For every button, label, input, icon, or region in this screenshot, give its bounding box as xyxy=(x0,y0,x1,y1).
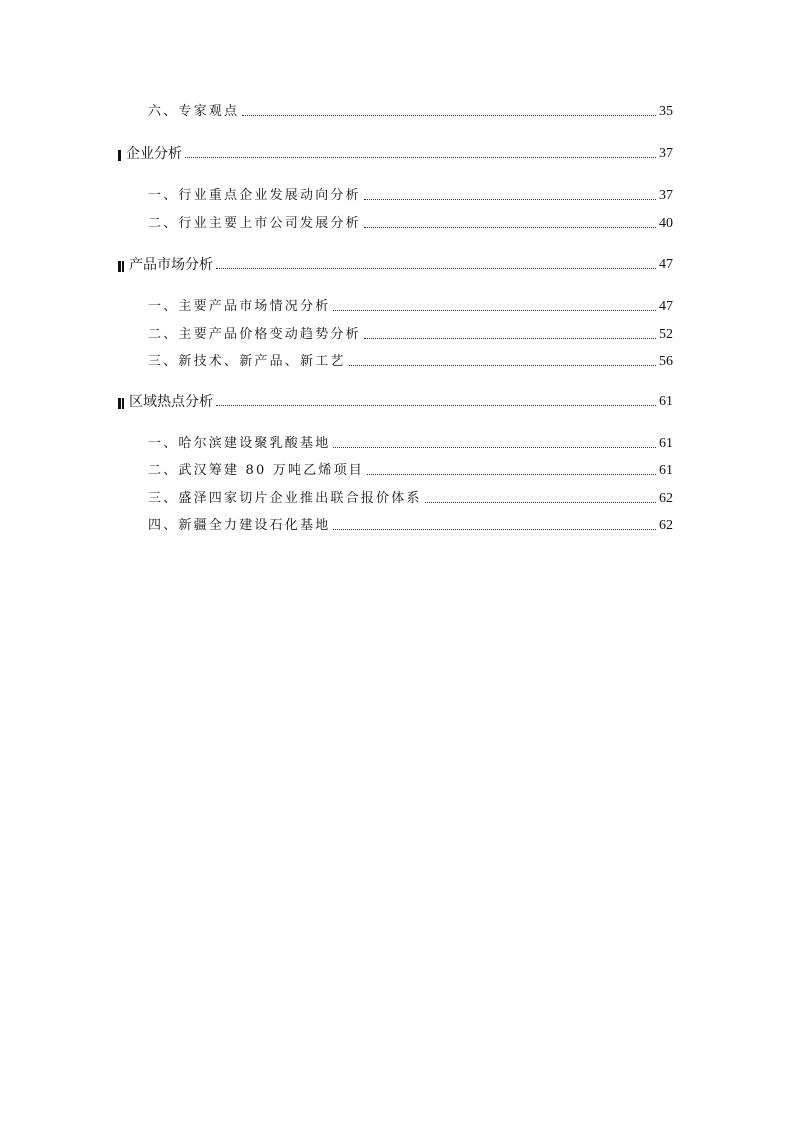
dot-leader xyxy=(185,156,656,158)
toc-page-number: 40 xyxy=(659,216,673,231)
toc-section-regional-hotspots[interactable] xyxy=(118,390,673,410)
toc-entry-label: 三、新技术、新产品、新工艺 xyxy=(148,354,346,369)
toc-section-label: 企业分析 xyxy=(126,146,182,162)
toc-entry-listed-companies[interactable] xyxy=(148,212,673,232)
toc-entry-label: 四、新疆全力建设石化基地 xyxy=(148,518,331,533)
toc-section-label: 产品市场分析 xyxy=(129,257,213,273)
toc-entry-expert-views[interactable] xyxy=(148,100,673,120)
dot-leader xyxy=(364,337,656,339)
dot-leader xyxy=(349,364,656,366)
dot-leader xyxy=(364,226,656,228)
toc-entry-label: 二、主要产品价格变动趋势分析 xyxy=(148,327,361,342)
toc-page-number: 37 xyxy=(659,146,673,161)
toc-section-label: 区域热点分析 xyxy=(129,394,213,410)
section-marker-icon xyxy=(118,258,125,272)
toc-page-number: 35 xyxy=(659,104,673,119)
toc-entry-label: 二、武汉筹建 80 万吨乙烯项目 xyxy=(148,463,365,478)
toc-entry-new-technology[interactable] xyxy=(148,350,673,370)
toc-page-number: 61 xyxy=(659,463,673,478)
toc-entry-label: 一、主要产品市场情况分析 xyxy=(148,299,331,314)
toc-entry-wuhan-ethylene[interactable] xyxy=(148,459,673,479)
toc-entry-product-market-situation[interactable] xyxy=(148,295,673,315)
toc-entry-label: 三、盛泽四家切片企业推出联合报价体系 xyxy=(148,491,422,506)
toc-page-number: 47 xyxy=(659,257,673,272)
toc-page-number: 37 xyxy=(659,188,673,203)
dot-leader xyxy=(425,501,656,503)
toc-page-number: 56 xyxy=(659,354,673,369)
toc-entry-price-trends[interactable] xyxy=(148,323,673,343)
toc-entry-shengze-pricing[interactable] xyxy=(148,487,673,507)
toc-section-enterprise-analysis[interactable] xyxy=(118,142,673,162)
dot-leader xyxy=(367,473,656,475)
toc-entry-label: 六、专家观点 xyxy=(148,104,240,119)
toc-entry-label: 二、行业主要上市公司发展分析 xyxy=(148,216,361,231)
toc-entry-label: 一、行业重点企业发展动向分析 xyxy=(148,188,361,203)
section-marker-icon xyxy=(118,147,122,161)
dot-leader xyxy=(216,404,656,406)
toc-page-number: 62 xyxy=(659,518,673,533)
dot-leader xyxy=(333,528,656,530)
toc-page-number: 52 xyxy=(659,327,673,342)
toc-page-number: 61 xyxy=(659,394,673,409)
dot-leader xyxy=(333,309,656,311)
dot-leader xyxy=(333,446,656,448)
dot-leader xyxy=(364,198,656,200)
toc-entry-key-enterprise-trends[interactable] xyxy=(148,184,673,204)
toc-entry-harbin-pla-base[interactable] xyxy=(148,432,673,452)
dot-leader xyxy=(242,114,656,116)
toc-page-number: 61 xyxy=(659,436,673,451)
section-marker-icon xyxy=(118,395,125,409)
toc-page-number: 62 xyxy=(659,491,673,506)
toc-page-number: 47 xyxy=(659,299,673,314)
toc-entry-xinjiang-petrochemical[interactable] xyxy=(148,514,673,534)
toc-section-product-market-analysis[interactable] xyxy=(118,253,673,273)
dot-leader xyxy=(216,267,656,269)
toc-entry-label: 一、哈尔滨建设聚乳酸基地 xyxy=(148,436,331,451)
